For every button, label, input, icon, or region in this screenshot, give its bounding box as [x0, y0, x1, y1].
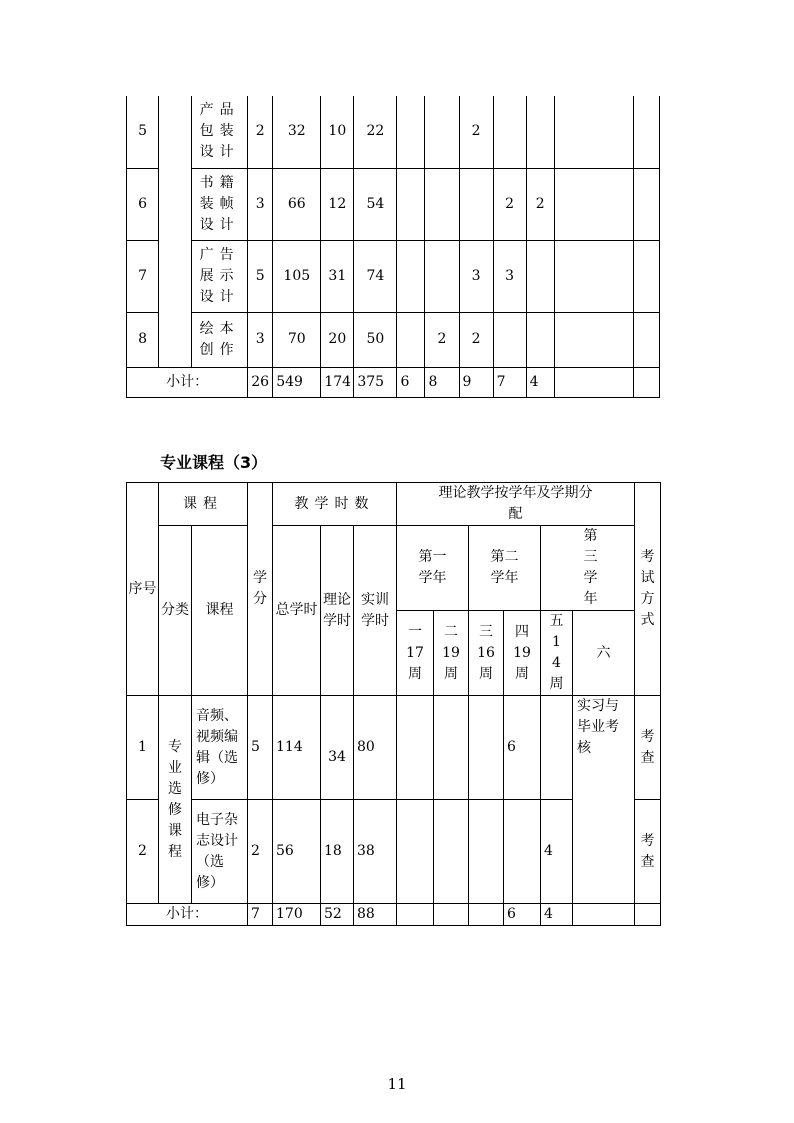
credit-cell: 26 — [248, 367, 273, 397]
table-row — [127, 312, 660, 367]
sem4-cell: 6 — [504, 904, 541, 926]
sem5-cell — [541, 696, 573, 800]
header-row — [127, 526, 661, 611]
course-header: 课程 — [192, 526, 248, 696]
sem3-cell: 2 — [459, 312, 493, 367]
year2-header: 第二学年 — [469, 526, 541, 611]
sem6-cell — [554, 240, 633, 312]
exam-header: 考试方式 — [635, 483, 661, 696]
seq-header: 序号 — [127, 483, 159, 696]
course-name: 绘本创作 — [192, 312, 248, 367]
course-name: 电子杂志设计（选修） — [192, 800, 248, 904]
sem3-cell — [459, 168, 493, 240]
total-hours-cell: 32 — [273, 96, 321, 168]
total-hours-header: 总学时 — [273, 526, 321, 696]
sem5-cell: 4 — [541, 904, 573, 926]
sem4-cell: 2 — [493, 168, 526, 240]
total-hours-cell: 114 — [273, 696, 321, 800]
sem2-header: 二19周 — [434, 611, 469, 696]
row-number: 1 — [127, 696, 159, 800]
sem6-cell — [554, 367, 633, 397]
credit-cell: 5 — [248, 696, 273, 800]
theory-hours-cell: 18 — [321, 800, 354, 904]
row-number: 8 — [127, 312, 159, 367]
sem5-header: 五14周 — [541, 611, 573, 696]
total-hours-cell: 66 — [273, 168, 321, 240]
theory-hours-cell: 34 — [321, 696, 354, 800]
course-name: 书籍装帧设计 — [192, 168, 248, 240]
sem5-cell: 2 — [526, 168, 554, 240]
sem3-cell: 9 — [459, 367, 493, 397]
year1-header: 第一学年 — [397, 526, 469, 611]
exam-cell — [633, 96, 659, 168]
practice-hours-cell: 375 — [354, 367, 397, 397]
sem2-cell — [434, 904, 469, 926]
sem3-cell: 3 — [459, 240, 493, 312]
practice-hours-cell: 22 — [354, 96, 397, 168]
sem4-cell: 3 — [493, 240, 526, 312]
course-name: 音频、视频编辑（选修） — [192, 696, 248, 800]
table-row — [127, 696, 661, 800]
category-cell: 专业选修课程 — [159, 696, 192, 904]
sem1-cell — [397, 696, 434, 800]
total-hours-cell: 170 — [273, 904, 321, 926]
subtotal-label: 小计： — [127, 904, 248, 926]
row-number: 5 — [127, 96, 159, 168]
total-hours-cell: 70 — [273, 312, 321, 367]
credit-cell: 3 — [248, 168, 273, 240]
sem3-cell — [469, 696, 504, 800]
total-hours-cell: 549 — [273, 367, 321, 397]
sem1-cell: 6 — [397, 367, 425, 397]
sem2-cell — [434, 696, 469, 800]
subtotal-row — [127, 367, 660, 397]
sem6-cell — [554, 168, 633, 240]
sem4-cell: 6 — [504, 696, 541, 800]
practice-hours-cell: 88 — [354, 904, 397, 926]
sem5-cell — [526, 312, 554, 367]
exam-cell — [633, 312, 659, 367]
credit-cell: 2 — [248, 800, 273, 904]
exam-cell: 考查 — [635, 696, 661, 800]
exam-cell — [635, 904, 661, 926]
theory-hours-cell: 174 — [321, 367, 354, 397]
practice-hours-cell: 74 — [354, 240, 397, 312]
sem2-cell — [425, 168, 459, 240]
sem6-cell: 实习与毕业考核 — [573, 696, 635, 904]
sem2-cell — [425, 96, 459, 168]
professional-course-table — [126, 482, 661, 926]
sem4-cell — [493, 312, 526, 367]
exam-cell: 考查 — [635, 800, 661, 904]
theory-hours-cell: 20 — [321, 312, 354, 367]
header-row — [127, 483, 661, 526]
sem5-cell: 4 — [526, 367, 554, 397]
hours-header: 教学时数 — [273, 483, 397, 526]
theory-hours-cell: 52 — [321, 904, 354, 926]
section-title: 专业课程（3） — [160, 453, 268, 472]
practice-hours-header: 实训学时 — [354, 526, 397, 696]
row-number: 7 — [127, 240, 159, 312]
category-header: 分类 — [159, 526, 192, 696]
sem1-cell — [397, 904, 434, 926]
sem5-cell — [526, 96, 554, 168]
exam-cell — [633, 168, 659, 240]
row-number: 2 — [127, 800, 159, 904]
course-name: 广告展示设计 — [192, 240, 248, 312]
sem4-cell: 7 — [493, 367, 526, 397]
practice-hours-cell: 50 — [354, 312, 397, 367]
theory-hours-cell: 12 — [321, 168, 354, 240]
sem2-cell: 8 — [425, 367, 459, 397]
sem3-header: 三16周 — [469, 611, 504, 696]
credit-cell: 5 — [248, 240, 273, 312]
sem4-cell — [493, 96, 526, 168]
sem2-cell — [434, 800, 469, 904]
sem1-cell — [397, 168, 425, 240]
subtotal-label: 小计： — [127, 367, 248, 397]
sem4-cell — [504, 800, 541, 904]
total-hours-cell: 105 — [273, 240, 321, 312]
practice-hours-cell: 38 — [354, 800, 397, 904]
year3-header: 第三学年 — [541, 526, 635, 611]
credit-header: 学分 — [248, 483, 273, 696]
table-row — [127, 168, 660, 240]
sem6-header: 六 — [573, 611, 635, 696]
sem1-cell — [397, 312, 425, 367]
category-cell — [159, 96, 192, 367]
sem2-cell — [425, 240, 459, 312]
sem6-cell — [554, 96, 633, 168]
sem1-cell — [397, 240, 425, 312]
practice-hours-cell: 80 — [354, 696, 397, 800]
sem1-cell — [397, 800, 434, 904]
theory-hours-header: 理论学时 — [321, 526, 354, 696]
sem4-header: 四19周 — [504, 611, 541, 696]
sem6-cell — [573, 904, 635, 926]
sem2-cell: 2 — [425, 312, 459, 367]
course-group-header: 课程 — [159, 483, 248, 526]
sem6-cell — [554, 312, 633, 367]
table-row — [127, 240, 660, 312]
course-name: 产品包装设计 — [192, 96, 248, 168]
page-number: 11 — [387, 1075, 407, 1093]
sem3-cell: 2 — [459, 96, 493, 168]
sem1-cell — [397, 96, 425, 168]
sem1-header: 一17周 — [397, 611, 434, 696]
sem3-cell — [469, 904, 504, 926]
sem5-cell: 4 — [541, 800, 573, 904]
credit-cell: 3 — [248, 312, 273, 367]
distribution-header: 理论教学按学年及学期分配 — [397, 483, 635, 526]
sem5-cell — [526, 240, 554, 312]
sem3-cell — [469, 800, 504, 904]
exam-cell — [633, 367, 659, 397]
row-number: 6 — [127, 168, 159, 240]
credit-cell: 2 — [248, 96, 273, 168]
credit-cell: 7 — [248, 904, 273, 926]
table-row — [127, 96, 660, 168]
course-table-continued — [126, 96, 660, 398]
practice-hours-cell: 54 — [354, 168, 397, 240]
subtotal-row — [127, 904, 661, 926]
exam-cell — [633, 240, 659, 312]
theory-hours-cell: 31 — [321, 240, 354, 312]
theory-hours-cell: 10 — [321, 96, 354, 168]
total-hours-cell: 56 — [273, 800, 321, 904]
